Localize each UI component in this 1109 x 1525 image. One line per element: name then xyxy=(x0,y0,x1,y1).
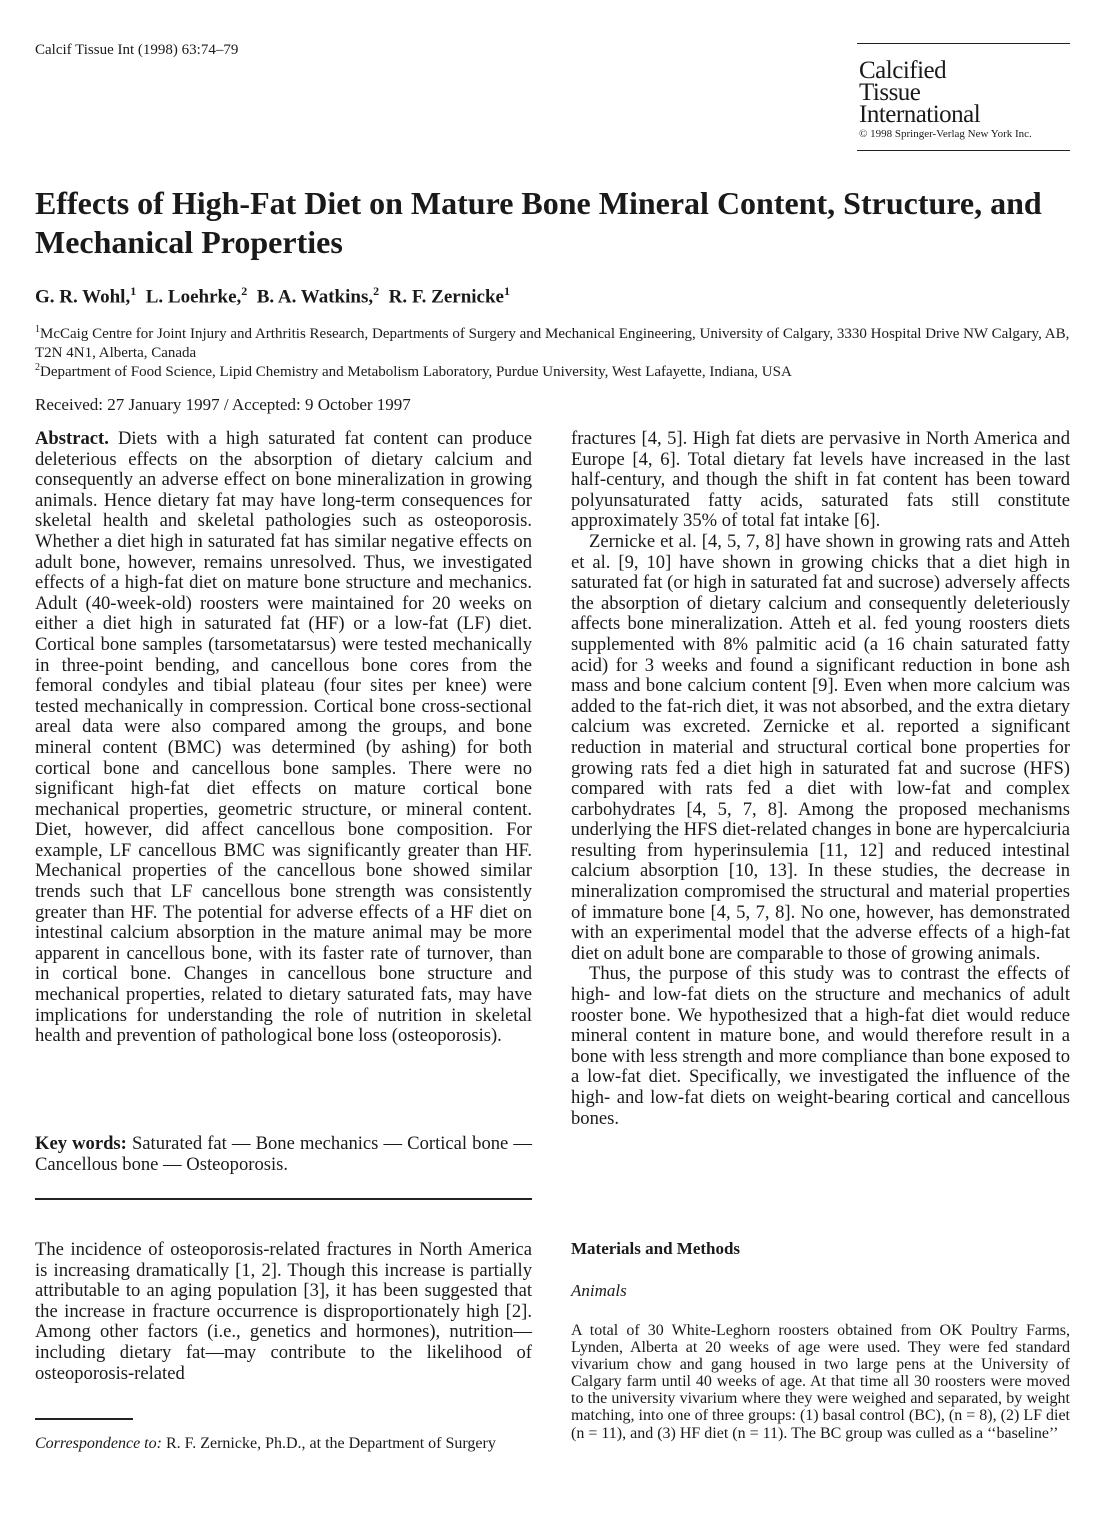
keywords xyxy=(35,1134,532,1175)
abstract-label: Abstract. xyxy=(35,428,109,449)
affiliation-1 xyxy=(35,320,1075,363)
author-list xyxy=(35,284,510,308)
correspondence-label: Correspondence to: xyxy=(35,1435,162,1452)
affiliation-text: Department of Food Science, Lipid Chemistry and Metabolism Laboratory, Purdue University, West Lafayette, Indiana, USA xyxy=(40,364,792,380)
subsection-heading: Animals xyxy=(571,1281,627,1300)
affiliation-2 xyxy=(35,358,1075,382)
journal-logo xyxy=(857,43,1070,151)
received-accepted-dates: Received: 27 January 1997 / Accepted: 9 October 1997 xyxy=(35,395,411,414)
correspondence-text: R. F. Zernicke, Ph.D., at the Department of Surgery xyxy=(165,1435,496,1452)
keywords-label: Key words: xyxy=(35,1133,127,1154)
copyright-notice: © 1998 Springer-Verlag New York Inc. xyxy=(859,128,1032,140)
affiliation-text: McCaig Centre for Joint Injury and Arthritis Research, Departments of Surgery and Mechanical Engineering, University of Calgary, 3330 Hospital Drive NW Calgary, AB, T2N 4N1, Alberta, Canada xyxy=(35,326,1070,361)
author-affiliation-mark: 1 xyxy=(504,284,510,298)
paragraph: Zernicke et al. [4, 5, 7, 8] have shown in growing rats and Atteh et al. [9, 10] have shown in growing chicks that a diet high in saturated fat (or high in saturated fat and sucrose) adversely affects the absorption of dietary calcium and consequently deleteriously affects bone mineralization. Atteh et al. fed young roosters diets supplemented with 8% palmitic acid (a 16 chain saturated fatty acid) for 3 weeks and found a significant reduction in bone ash mass and bone calcium content [9]. Even when more calcium was added to the fat-rich diet, it was not absorbed, and the extra dietary calcium was excreted. Zernicke et al. reported a significant reduction in material and structural cortical bone properties for growing rats fed a diet high in saturated fat and sucrose (HFS) compared with rats fed a diet with low-fat and complex carbohydrates [4, 5, 7, 8]. Among the proposed mechanisms underlying the HFS diet-related changes in bone are hypercalciuria resulting from hyperinsulemia [11, 12] and reduced intestinal calcium absorption [10, 13]. In these studies, the decrease in mineralization compromised the structural and material properties of immature bone [4, 5, 7, 8]. No one, however, has demonstrated with an experimental model that the adverse effects of a high-fat diet on adult bone are comparable to those of growing animals. xyxy=(571,530,1070,964)
logo-line-1: Calcified xyxy=(859,57,947,84)
introduction-text xyxy=(35,1240,532,1384)
paragraph: fractures [4, 5]. High fat diets are pervasive in North America and Europe [4, 6]. Total dietary fat levels have increased in the last half-century, and though the shift in fat content has been toward polyunsaturated fatty acids, saturated fats still constitute approximately 35% of total fat intake [6]. xyxy=(571,428,1070,532)
author-name: G. R. Wohl, xyxy=(35,286,131,308)
author-name: L. Loehrke, xyxy=(145,286,242,308)
logo-line-2: Tissue xyxy=(859,79,921,106)
author-name: R. F. Zernicke xyxy=(388,286,504,308)
right-column-body xyxy=(571,429,1070,1129)
affiliation-mark: 1 xyxy=(35,324,40,335)
keywords-text: Saturated fat — Bone mechanics — Cortical bone — Cancellous bone — Osteoporosis. xyxy=(35,1133,532,1175)
article-title: Effects of High-Fat Diet on Mature Bone Mineral Content, Structure, and Mechanical Properties xyxy=(35,185,1042,260)
abstract-text: Diets with a high saturated fat content can produce deleterious effects on the absorption of dietary calcium and consequently an adverse effect on bone mineralization in growing animals. Hence dietary fat may have long-term consequences for skeletal health and skeletal pathologies such as osteoporosis. Whether a diet high in saturated fat has similar negative effects on adult bone, however, remains unresolved. Thus, we investigated effects of a high-fat diet on mature bone structure and mechanics. Adult (40-week-old) roosters were maintained for 20 weeks on either a diet high in saturated fat (HF) or a low-fat (LF) diet. Cortical bone samples (tarsometatarsus) were tested mechanically in three-point bending, and cancellous bone cores from the femoral condyles and tibial plateau (four sites per knee) were tested mechanically in compression. Cortical bone cross-sectional areal data were also compared among the groups, and bone mineral content (BMC) was determined (by ashing) for both cortical bone and cancellous bone samples. There were no significant high-fat diet effects on mature cortical bone mechanical properties, geometric structure, or mineral content. Diet, however, did affect cancellous bone composition. For example, LF cancellous BMC was significantly greater than HF. Mechanical properties of the cancellous bone showed similar trends such that LF cancellous bone strength was consistently greater than HF. The potential for adverse effects of a HF diet on intestinal calcium absorption in the mature animal may be more apparent in cancellous bone, with its faster rate of turnover, than in cortical bone. Changes in cancellous bone structure and mechanical properties, related to dietary saturated fats, may have implications for understanding the role of nutrition in skeletal health and prevention of pathological bone loss (osteoporosis). xyxy=(35,428,532,1047)
logo-line-3: International xyxy=(859,101,981,128)
abstract-divider xyxy=(35,1198,532,1200)
section-heading: Materials and Methods xyxy=(571,1239,741,1258)
author-affiliation-mark: 1 xyxy=(130,284,137,298)
introduction-paragraph: The incidence of osteoporosis-related fractures in North America is increasing dramatically [1, 2]. Though this increase is partially attributable to an aging population [3], it has been suggested that the increase in fracture occurrence is disproportionately high [2]. Among other factors (i.e., genetics and hormones), nutrition—including dietary fat—may contribute to the likelihood of osteoporosis-related xyxy=(35,1239,532,1384)
paragraph: Thus, the purpose of this study was to contrast the effects of high- and low-fat diets on the structure and mechanics of adult rooster bone. We hypothesized that a high-fat diet would reduce mineral content in mature bone, and would therefore result in a bone with less strength and more compliance than bone exposed to a low-fat diet. Specifically, we investigated the influence of the high- and low-fat diets on weight-bearing cortical and cancellous bones. xyxy=(571,963,1070,1129)
affiliation-mark: 2 xyxy=(35,362,40,373)
correspondence-footnote xyxy=(35,1434,532,1454)
author-name: B. A. Watkins, xyxy=(256,286,374,308)
methods-paragraph: A total of 30 White-Leghorn roosters obtained from OK Poultry Farms, Lynden, Alberta at 20 weeks of age were used. They were fed standard vivarium chow and gang housed in two large pens at the University of Calgary farm until 40 weeks of age. At that time all 30 roosters were moved to the university vivarium where they were weighed and separated, by weight matching, into one of three groups: (1) basal control (BC), (n = 8), (2) LF diet (n = 11), and (3) HF diet (n = 11). The BC group was culled as a ‘‘baseline’’ xyxy=(571,1322,1070,1442)
abstract xyxy=(35,429,532,1047)
author-affiliation-mark: 2 xyxy=(241,284,248,298)
author-affiliation-mark: 2 xyxy=(373,284,380,298)
footnote-divider xyxy=(35,1418,133,1420)
journal-reference: Calcif Tissue Int (1998) 63:74–79 xyxy=(35,42,239,58)
